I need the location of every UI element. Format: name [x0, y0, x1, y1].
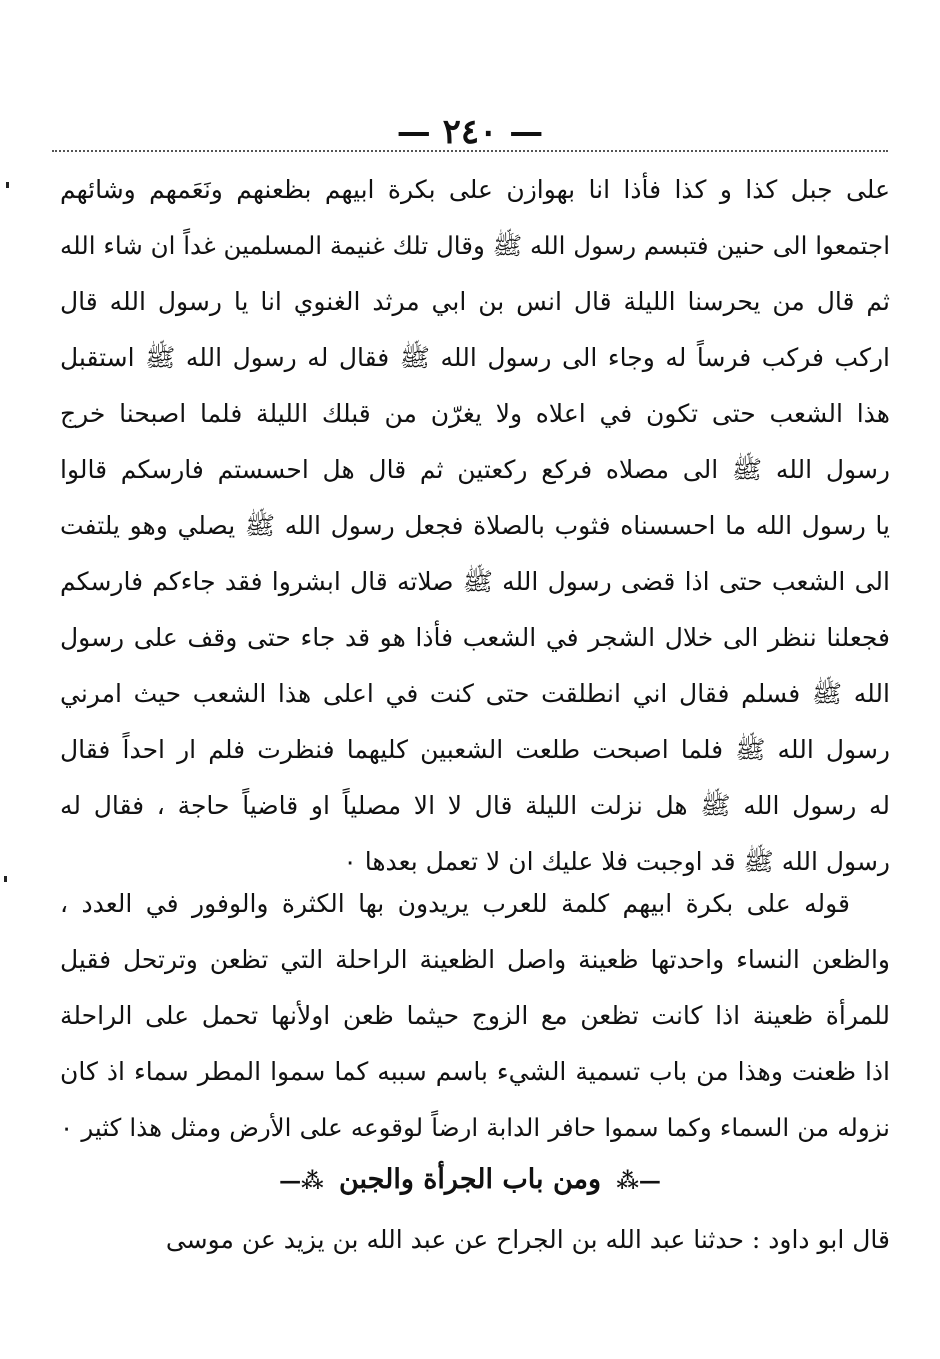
commentary-text — [60, 876, 890, 1156]
text-line: هذا الشعب حتى تكون في اعلاه ولا يغرّن من قبلك الليلة فلما اصبحنا خرج — [60, 399, 890, 428]
text-line: والظعن النساء واحدتها ظعينة واصل الظعينة الراحلة التي تظعن وترتحل فقيل — [60, 945, 890, 974]
text-line: رسول الله ﷺ قد اوجبت فلا عليك ان لا تعمل بعدها ٠ — [343, 847, 890, 876]
text-line: للمرأة ظعينة اذا كانت تظعن مع الزوج حيثما ظعن اولأنها تحمل على الراحلة — [60, 1001, 890, 1030]
text-line: الى الشعب حتى اذا قضى رسول الله ﷺ صلاته قال ابشروا فقد جاءكم فارسكم — [60, 567, 890, 596]
ornament-left: ⁂— — [279, 1168, 324, 1194]
text-line: يا رسول الله ما احسسناه فثوب بالصلاة فجعل رسول الله ﷺ يصلي وهو يلتفت — [60, 511, 890, 540]
final-text — [60, 1212, 890, 1268]
margin-mark — [4, 876, 7, 882]
text-line: قوله على بكرة ابيهم كلمة للعرب يريدون بها الكثرة والوفور في العدد ، — [60, 889, 850, 918]
text-line: على جبل كذا و كذا فأذا انا بهوازن على بكرة ابيهم بظعنهم ونَعَمهم وشائهم — [60, 175, 890, 204]
text-line: الله ﷺ فسلم فقال اني انطلقت حتى كنت في اعلى هذا الشعب حيث امرني — [60, 679, 890, 708]
ornament-right: —⁂ — [616, 1168, 661, 1194]
text-line: اجتمعوا الى حنين فتبسم رسول الله ﷺ وقال تلك غنيمة المسلمين غداً ان شاء الله — [60, 231, 890, 260]
page-number: — ٢٤٠ — — [396, 112, 544, 152]
text-line: اذا ظعنت وهذا من باب تسمية الشيء باسم سببه كما سموا المطر سماء اذ كان — [60, 1057, 890, 1086]
hadith-text — [60, 162, 890, 890]
text-line: فجعلنا ننظر الى خلال الشجر في الشعب فأذا هو قد جاء حتى وقف على رسول — [60, 623, 890, 652]
text-line: رسول الله ﷺ الى مصلاه فركع ركعتين ثم قال هل احسستم فارسكم قالوا — [60, 455, 890, 484]
text-line: نزوله من السماء وكما سموا حافر الدابة ارضاً لوقوعه على الأرض ومثل هذا كثير ٠ — [60, 1113, 890, 1142]
text-line: اركب فركب فرساً له وجاء الى رسول الله ﷺ فقال له رسول الله ﷺ استقبل — [60, 343, 890, 372]
text-line: له رسول الله ﷺ هل نزلت الليلة قال لا الا مصلياً او قاضياً حاجة ، فقال له — [60, 791, 890, 820]
text-line: رسول الله ﷺ فلما اصبحت طلعت الشعبين كليهما فنظرت فلم ار احداً فقال — [60, 735, 890, 764]
text-line: ثم قال من يحرسنا الليلة قال انس بن ابي مرثد الغنوي انا يا رسول الله قال — [60, 287, 890, 316]
header-divider — [52, 150, 888, 152]
section-heading — [0, 1152, 940, 1208]
section-title: ومن باب الجرأة والجبن — [338, 1164, 601, 1195]
text-line: قال ابو داود : حدثنا عبد الله بن الجراح عن عبد الله بن يزيد عن موسى — [165, 1225, 890, 1254]
margin-mark — [6, 182, 9, 188]
